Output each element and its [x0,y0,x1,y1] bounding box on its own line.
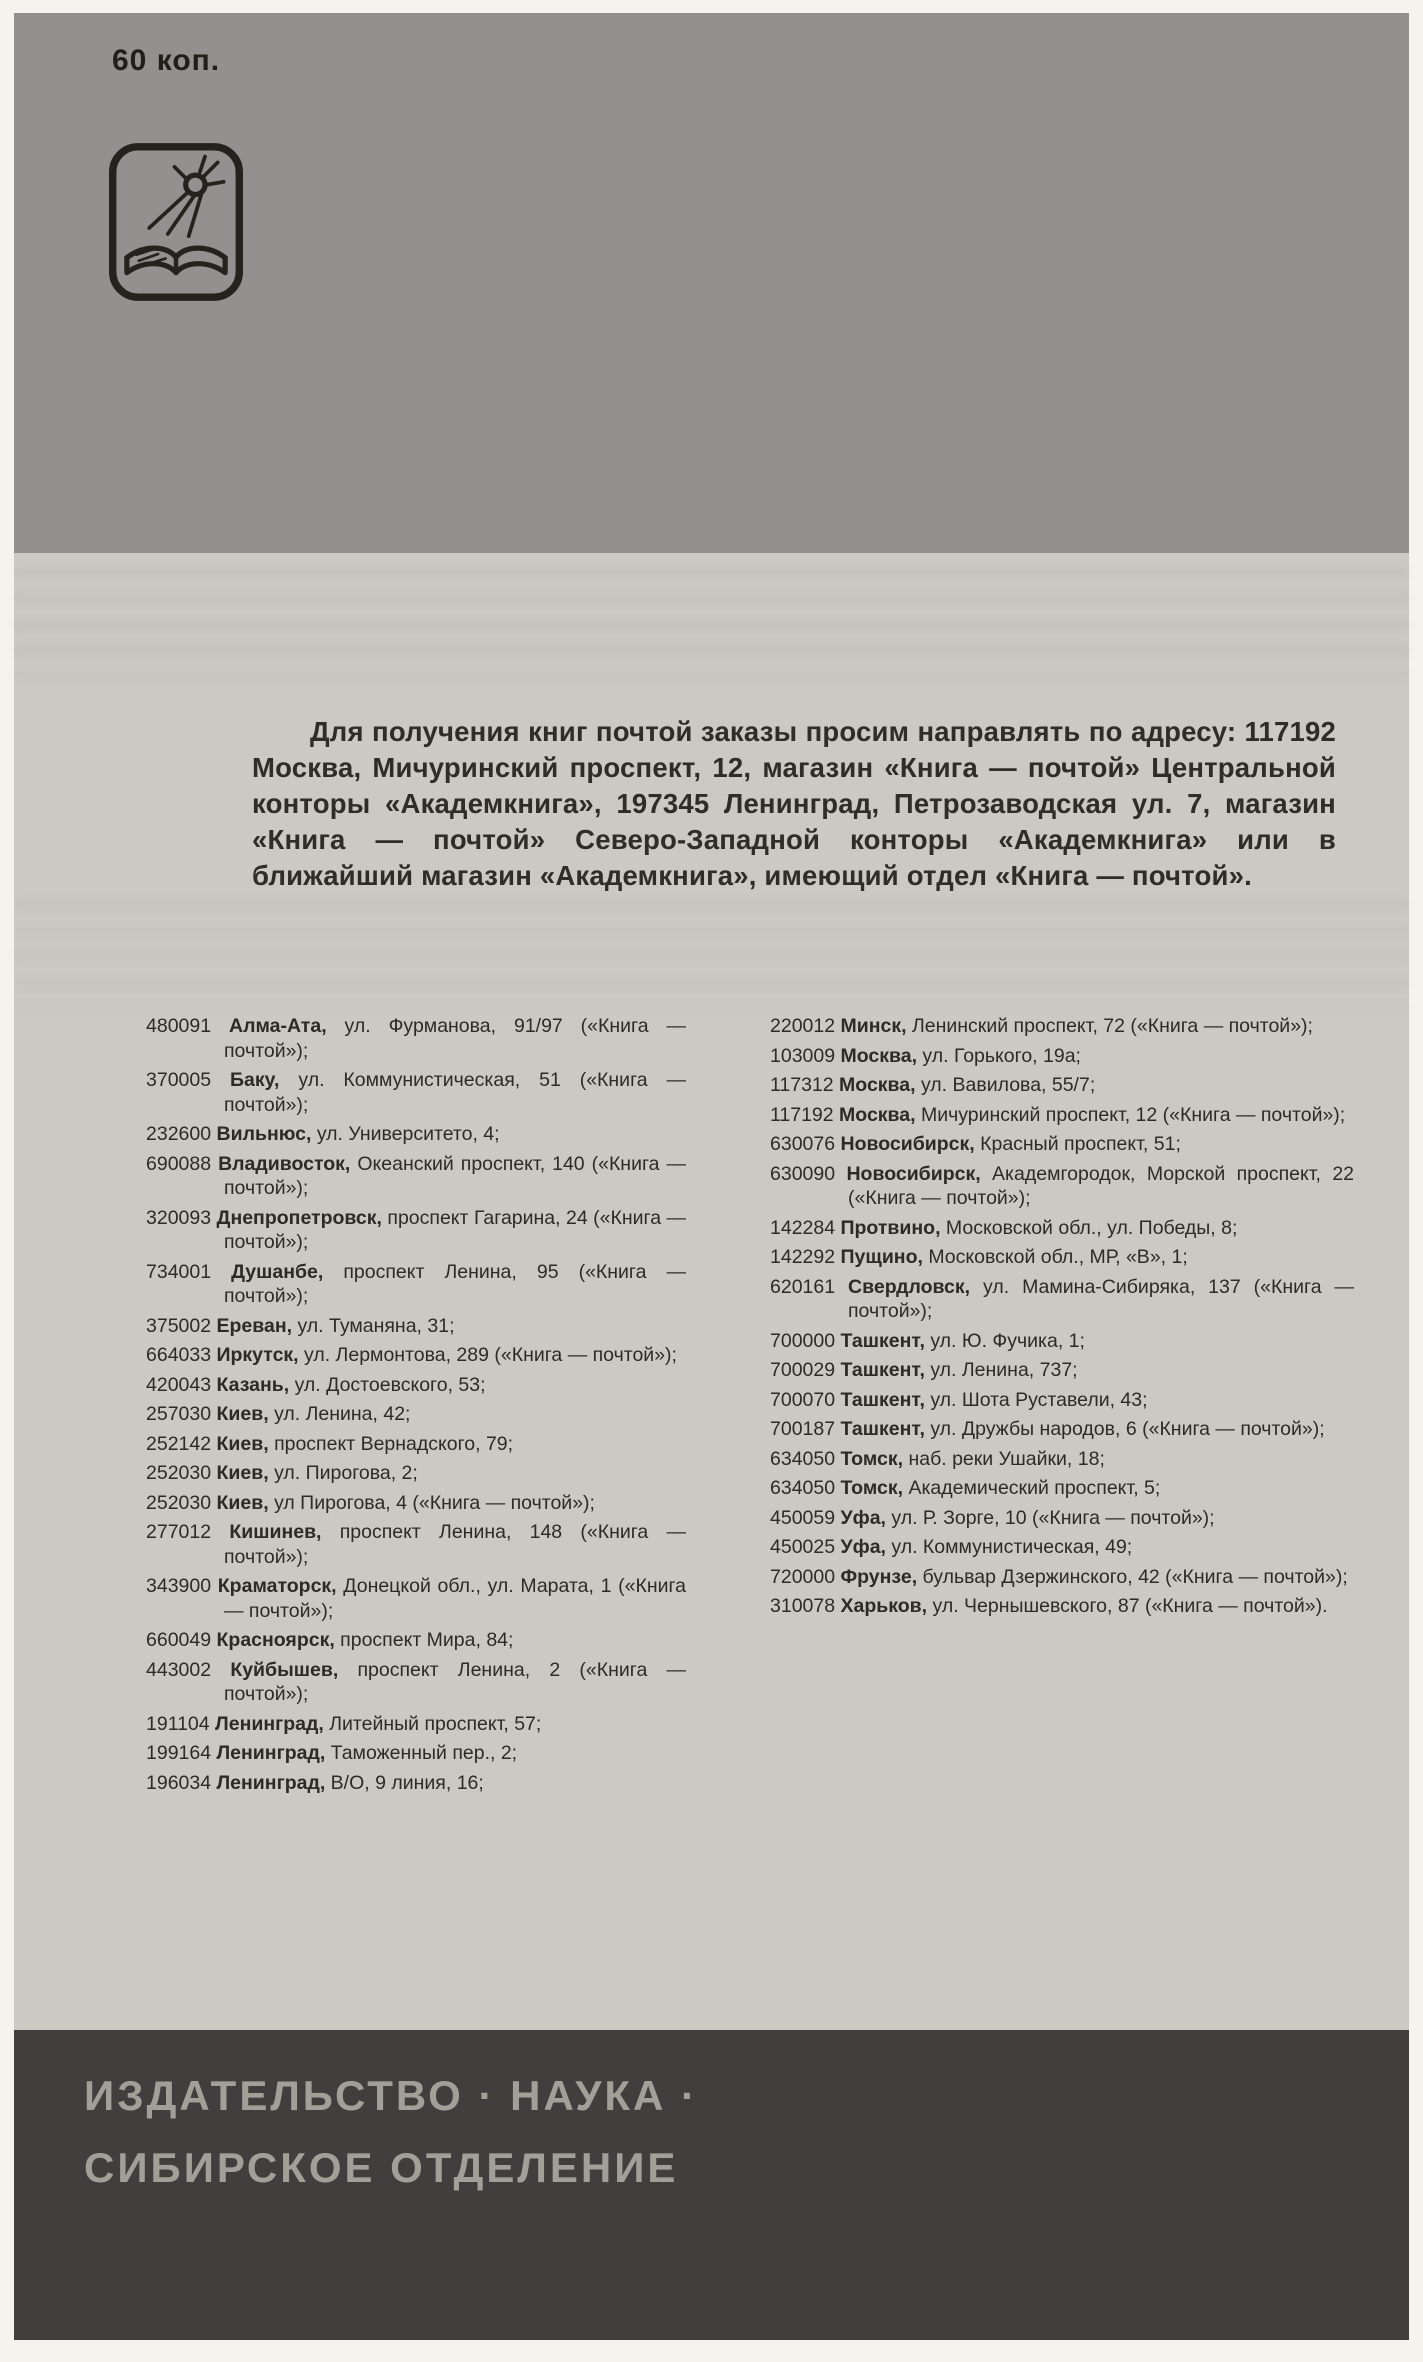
postal-code: 620161 [770,1275,836,1298]
city-name: Куйбышев, [230,1658,339,1681]
address-entry [770,1162,1354,1211]
address-entry [146,1402,686,1427]
city-name: Ташкент, [840,1329,925,1352]
city-name: Киев, [216,1491,269,1514]
postal-code: 420043 [146,1373,212,1396]
city-name: Красноярск, [216,1629,335,1651]
postal-code: 630090 [770,1162,836,1185]
postal-code: 700029 [770,1359,836,1381]
street-address: ул. Ленина, 42; [274,1403,411,1425]
street-address: проспект Вернадского, 79; [274,1432,514,1455]
postal-code: 450059 [770,1506,836,1529]
address-entry [770,1358,1354,1383]
city-name: Ленинград, [216,1742,326,1764]
city-name: Новосибирск, [840,1133,975,1155]
street-address: Мичуринский проспект, 12 («Книга — почтой»); [920,1103,1346,1126]
address-entry [146,1014,686,1063]
city-name: Ереван, [216,1314,293,1337]
city-name: Ташкент, [840,1388,925,1411]
street-address: проспект Мира, 84; [340,1629,514,1651]
postal-code: 191104 [146,1712,210,1735]
street-address: ул. Шота Руставели, 43; [930,1388,1148,1411]
address-entry [146,1343,686,1368]
address-entry [146,1658,686,1707]
address-entry [770,1594,1354,1619]
street-address: ул. Туманяна, 31; [297,1314,455,1337]
publisher-name-line: ИЗДАТЕЛЬСТВО · НАУКА · [84,2072,698,2119]
city-name: Ленинград, [216,1771,326,1794]
city-name: Харьков, [840,1595,928,1617]
city-name: Краматорск, [217,1575,337,1597]
street-address: Литейный проспект, 57; [329,1712,542,1735]
postal-code: 480091 [146,1015,212,1037]
address-entry [770,1275,1354,1324]
street-address: Московской обл., МР, «В», 1; [928,1246,1188,1268]
address-entry [770,1388,1354,1413]
postal-code: 257030 [146,1403,212,1425]
street-address: проспект Ленина, 148 («Книга — почтой»); [224,1521,686,1568]
street-address: проспект Гагарина, 24 («Книга — почтой»); [224,1206,687,1253]
street-address: ул. Р. Зорге, 10 («Книга — почтой»); [891,1506,1215,1529]
street-address: Академический проспект, 5; [908,1477,1161,1499]
postal-code: 252142 [146,1432,212,1455]
city-name: Ташкент, [840,1418,925,1440]
postal-code: 142284 [770,1216,836,1239]
address-entry [146,1712,686,1737]
street-address: Московской обл., ул. Победы, 8; [945,1216,1238,1239]
city-name: Уфа, [840,1536,886,1558]
postal-code: 700187 [770,1418,836,1440]
address-entry [770,1132,1354,1157]
address-entry [146,1373,686,1398]
city-name: Уфа, [840,1506,886,1529]
city-name: Баку, [230,1069,280,1091]
address-entry [770,1329,1354,1354]
city-name: Киев, [216,1403,269,1425]
city-name: Протвино, [840,1216,941,1239]
street-address: ул. Вавилова, 55/7; [920,1074,1096,1096]
street-address: ул. Горького, 19а; [922,1044,1081,1067]
city-name: Вильнюс, [216,1123,312,1145]
publisher-branch-line: СИБИРСКОЕ ОТДЕЛЕНИЕ [84,2144,679,2191]
city-name: Киев, [216,1432,269,1455]
address-entry [770,1245,1354,1270]
publisher-logo [106,140,246,304]
city-name: Казань, [216,1373,290,1396]
address-column-left [146,1014,686,1800]
address-entry [146,1122,686,1147]
street-address: Донецкой обл., ул. Марата, 1 («Книга — почтой»); [224,1575,687,1622]
address-entry [146,1068,686,1117]
postal-code: 443002 [146,1658,212,1681]
street-address: ул. Фурманова, 91/97 («Книга — почтой»); [224,1015,686,1062]
street-address: ул. Ленина, 737; [930,1359,1078,1381]
postal-code: 277012 [146,1521,212,1543]
address-entry [770,1073,1354,1098]
price-label: 60 коп. [112,44,221,77]
bookstore-address-list [146,1014,1356,1800]
postal-code: 196034 [146,1771,212,1794]
city-name: Минск, [840,1015,907,1037]
street-address: ул. Дружбы народов, 6 («Книга — почтой»); [930,1418,1325,1440]
city-name: Москва, [839,1074,916,1096]
street-address: Таможенный пер., 2; [330,1742,518,1764]
address-entry [770,1565,1354,1590]
postal-code: 142292 [770,1246,836,1268]
postal-code: 664033 [146,1344,212,1366]
city-name: Киев, [216,1462,269,1484]
postal-code: 103009 [770,1044,836,1067]
address-entry [770,1417,1354,1442]
postal-code: 199164 [146,1742,212,1764]
city-name: Днепропетровск, [216,1206,382,1229]
city-name: Новосибирск, [846,1162,981,1185]
postal-code: 375002 [146,1314,212,1337]
postal-code: 634050 [770,1447,836,1470]
city-name: Кишинев, [229,1521,322,1543]
city-name: Ташкент, [840,1359,925,1381]
street-address: ул. Чернышевского, 87 («Книга — почтой»). [932,1595,1328,1617]
city-name: Фрунзе, [840,1565,918,1588]
address-entry [146,1491,686,1516]
city-name: Москва, [840,1044,917,1067]
address-column-right [770,1014,1354,1800]
postal-code: 450025 [770,1536,836,1558]
address-entry [146,1520,686,1569]
postal-code: 117192 [770,1103,834,1126]
postal-code: 700070 [770,1388,836,1411]
city-name: Алма-Ата, [229,1015,327,1037]
address-entry [770,1535,1354,1560]
address-entry [146,1741,686,1766]
address-entry [770,1103,1354,1128]
city-name: Иркутск, [216,1344,299,1366]
postal-code: 343900 [146,1575,212,1597]
address-entry [770,1216,1354,1241]
mail-order-note: Для получения книг почтой заказы просим направлять по адресу: 117192 Москва, Мичуринский проспект, 12, магазин «Книга — почтой» Центральной конторы «Академкнига», 197345 Ленинград, Петрозаводская ул. 7, магазин «Книга — почтой» Северо-Западной конторы «Академкнига» или в ближайший магазин «Академкнига», имеющий отдел «Книга — почтой». [252,715,1336,891]
nauka-open-book-sputnik-icon [106,140,246,304]
address-entry [146,1461,686,1486]
city-name: Ленинград, [215,1712,324,1735]
postal-code: 700000 [770,1329,836,1352]
street-address: проспект Ленина, 95 («Книга — почтой»); [224,1260,687,1307]
address-entry [146,1574,686,1623]
address-entry [770,1014,1354,1039]
address-entry [770,1476,1354,1501]
postal-code: 720000 [770,1565,836,1588]
postal-code: 630076 [770,1133,836,1155]
postal-code: 252030 [146,1491,212,1514]
address-entry [770,1044,1354,1069]
postal-code: 320093 [146,1206,212,1229]
postal-code: 117312 [770,1074,834,1096]
address-entry [770,1447,1354,1472]
city-name: Томск, [840,1477,904,1499]
address-entry [146,1206,686,1255]
street-address: ул. Достоевского, 53; [294,1373,486,1396]
city-name: Владивосток, [218,1152,351,1175]
postal-code: 690088 [146,1152,212,1175]
postal-code: 310078 [770,1595,836,1617]
city-name: Свердловск, [848,1275,971,1298]
address-entry [146,1152,686,1201]
street-address: наб. реки Ушайки, 18; [908,1447,1105,1470]
street-address: ул. Коммунистическая, 49; [891,1536,1133,1558]
street-address: бульвар Дзержинского, 42 («Книга — почтой»); [922,1565,1348,1588]
street-address: Океанский проспект, 140 («Книга — почтой»); [224,1152,686,1199]
city-name: Пущино, [840,1246,923,1268]
street-address: ул. Коммунистическая, 51 («Книга — почтой»); [224,1069,687,1116]
postal-code: 634050 [770,1477,836,1499]
postal-code: 734001 [146,1260,212,1283]
city-name: Томск, [840,1447,904,1470]
postal-code: 220012 [770,1015,836,1037]
street-address: В/О, 9 линия, 16; [330,1771,484,1794]
street-address: Красный проспект, 51; [980,1133,1181,1155]
city-name: Москва, [839,1103,916,1126]
address-entry [770,1506,1354,1531]
street-address: Академгородок, Морской проспект, 22 («Книга — почтой»); [848,1162,1355,1209]
postal-code: 370005 [146,1069,212,1091]
street-address: Ленинский проспект, 72 («Книга — почтой»); [911,1015,1313,1037]
address-entry [146,1432,686,1457]
address-entry [146,1260,686,1309]
street-address: ул. Университето, 4; [316,1123,500,1145]
address-entry [146,1628,686,1653]
address-entry [146,1771,686,1796]
postal-code: 232600 [146,1123,212,1145]
street-address: ул. Лермонтова, 289 («Книга — почтой»); [304,1344,677,1366]
address-entry [146,1314,686,1339]
postal-code: 252030 [146,1462,212,1484]
street-address: ул Пирогова, 4 («Книга — почтой»); [274,1491,595,1514]
street-address: проспект Ленина, 2 («Книга — почтой»); [224,1658,687,1705]
city-name: Душанбе, [231,1260,324,1283]
postal-code: 660049 [146,1629,212,1651]
street-address: ул. Мамина-Сибиряка, 137 («Книга — почтой»); [848,1275,1354,1322]
street-address: ул. Пирогова, 2; [274,1462,418,1484]
street-address: ул. Ю. Фучика, 1; [930,1329,1085,1352]
